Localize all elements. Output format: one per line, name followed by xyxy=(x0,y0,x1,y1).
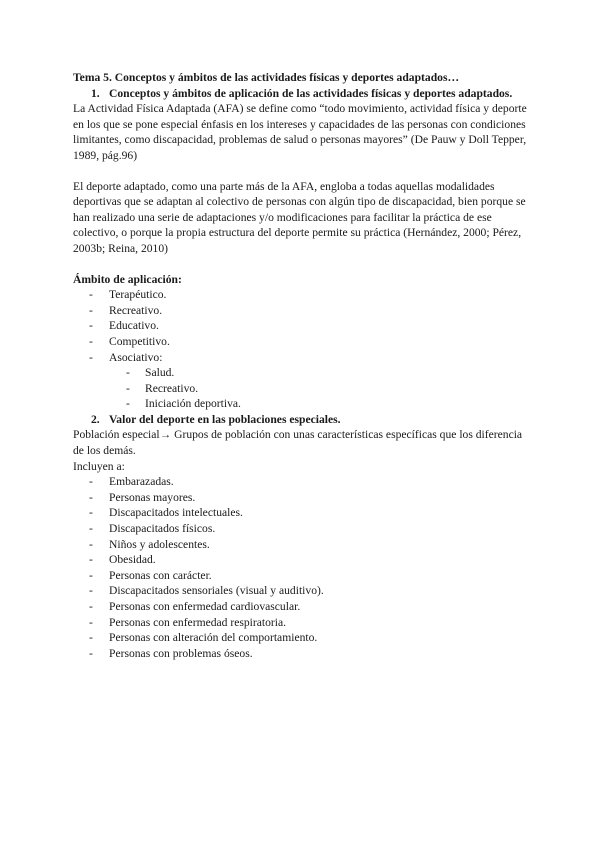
list-item-text: Recreativo. xyxy=(145,381,199,395)
section-2-title: Valor del deporte en las poblaciones especiales. xyxy=(109,412,341,426)
list-item xyxy=(73,568,533,584)
dash-bullet: - xyxy=(89,631,93,645)
paragraph-poblacion-especial: Población especial→ Grupos de población con unas características específicas que los diferencia de los demás. xyxy=(73,428,523,458)
list-item xyxy=(73,583,533,599)
list-item xyxy=(73,552,533,568)
incluyen-label: Incluyen a: xyxy=(73,459,125,473)
dash-bullet: - xyxy=(89,553,93,567)
list-item-text: Recreativo. xyxy=(109,303,163,317)
dash-bullet: - xyxy=(89,475,93,489)
list-item-text: Personas con problemas óseos. xyxy=(109,646,253,660)
list-item xyxy=(73,615,533,631)
list-item-text: Personas con alteración del comportamiento. xyxy=(109,631,318,645)
dash-bullet: - xyxy=(126,366,130,380)
list-item-text: Embarazadas. xyxy=(109,475,174,489)
list-item xyxy=(73,599,533,615)
list-item-text: Personas con enfermedad cardiovascular. xyxy=(109,600,301,613)
list-item-text: Personas con enfermedad respiratoria. xyxy=(109,615,287,629)
dash-bullet: - xyxy=(89,490,93,504)
list-item xyxy=(73,646,533,662)
list-item xyxy=(73,537,533,553)
list-item-text: Salud. xyxy=(145,366,175,380)
dash-bullet: - xyxy=(89,506,93,520)
dash-bullet: - xyxy=(89,350,93,364)
list-item xyxy=(73,318,533,334)
section-1-title: Conceptos y ámbitos de aplicación de las actividades físicas y deportes adaptados. xyxy=(109,86,513,100)
section-2-heading xyxy=(73,412,533,428)
list-item xyxy=(73,287,533,303)
list-item xyxy=(73,490,533,506)
paragraph-deporte-adaptado: El deporte adaptado, como una parte más de la AFA, engloba a todas aquellas modalidades deportivas que se adaptan al colectivo de personas con algún tipo de discapacidad, bien porque se han realizado una serie de adaptaciones y/o modificaciones para facilitar la práctica de ese colectivo, o porque la propia estructura del deporte permite su práctica (Hernández, 2000; Pérez, 2003b; Reina, 2010) xyxy=(73,179,526,255)
dash-bullet: - xyxy=(126,381,130,395)
section-1-number: 1. xyxy=(91,86,100,100)
list-item-text: Educativo. xyxy=(109,319,159,333)
list-item xyxy=(73,303,533,319)
list-item-text: Terapéutico. xyxy=(109,288,167,302)
dash-bullet: - xyxy=(89,615,93,629)
list-item-text: Personas mayores. xyxy=(109,490,196,504)
ambito-list xyxy=(73,287,533,365)
list-item-text: Discapacitados sensoriales (visual y auditivo). xyxy=(109,584,324,598)
list-item xyxy=(73,334,533,350)
list-item xyxy=(73,365,533,381)
list-item-text: Personas con carácter. xyxy=(109,568,212,582)
list-item xyxy=(73,630,533,646)
dash-bullet: - xyxy=(89,303,93,317)
paragraph-spacer xyxy=(73,257,533,272)
document-content xyxy=(73,70,533,661)
dash-bullet: - xyxy=(89,646,93,660)
dash-bullet: - xyxy=(89,522,93,536)
list-item xyxy=(73,521,533,537)
list-item-text: Asociativo: xyxy=(109,350,163,364)
list-item-text: Discapacitados intelectuales. xyxy=(109,506,243,520)
dash-bullet: - xyxy=(89,568,93,582)
list-item-text: Obesidad. xyxy=(109,553,156,567)
paragraph-afa-definition: La Actividad Física Adaptada (AFA) se define como “todo movimiento, actividad física y deporte en los que se pone especial énfasis en los intereses y capacidades de las personas con condiciones limitantes, como discapacidad, problemas de salud o personas mayores” (De Pauw y Doll Tepper, 1989, pág.96) xyxy=(73,102,527,162)
list-item-text: Iniciación deportiva. xyxy=(145,397,241,411)
list-item-text: Discapacitados físicos. xyxy=(109,522,216,536)
dash-bullet: - xyxy=(89,288,93,302)
ambito-heading: Ámbito de aplicación: xyxy=(73,272,182,286)
list-item xyxy=(73,474,533,490)
document-title: Tema 5. Conceptos y ámbitos de las actividades físicas y deportes adaptados… xyxy=(73,71,460,84)
list-item xyxy=(73,350,533,366)
list-item-text: Competitivo. xyxy=(109,334,170,348)
dash-bullet: - xyxy=(89,319,93,333)
list-item xyxy=(73,396,533,412)
incluyen-list xyxy=(73,474,533,661)
dash-bullet: - xyxy=(89,600,93,613)
dash-bullet: - xyxy=(89,537,93,551)
paragraph-spacer xyxy=(73,164,533,179)
dash-bullet: - xyxy=(89,334,93,348)
list-item-text: Niños y adolescentes. xyxy=(109,537,210,551)
dash-bullet: - xyxy=(89,584,93,598)
list-item xyxy=(73,381,533,397)
asociativo-sublist xyxy=(73,365,533,412)
dash-bullet: - xyxy=(126,397,130,411)
section-1-heading xyxy=(73,86,533,102)
list-item xyxy=(73,505,533,521)
section-2-number: 2. xyxy=(91,412,100,426)
